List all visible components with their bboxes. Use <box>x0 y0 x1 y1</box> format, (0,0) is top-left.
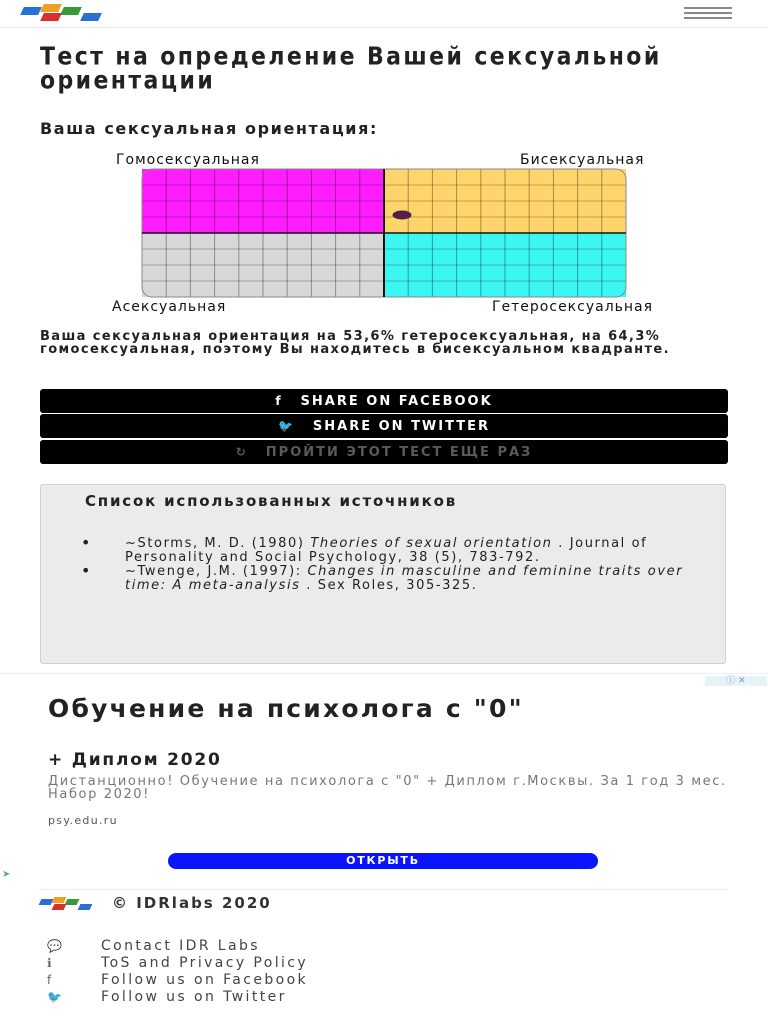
references-box <box>40 484 726 664</box>
share-twitter-button[interactable] <box>40 414 728 438</box>
facebook-icon: f <box>47 973 54 987</box>
share-facebook-button[interactable] <box>40 389 728 413</box>
footer-logo-icon <box>40 897 94 911</box>
label-homosexual: Гомосексуальная <box>116 152 260 168</box>
chat-icon: 💬 <box>47 939 65 953</box>
ad-title[interactable]: Обучение на психолога с "0" <box>48 694 524 723</box>
top-bar <box>0 0 768 28</box>
references-list <box>81 537 691 593</box>
result-text: Ваша сексуальная ориентация на 53,6% гетеросексуальная, на 64,3% гомосексуальная, поэтому Вы находитесь в бисексуальном квадранте. <box>40 329 670 357</box>
ad-subtitle: + Диплом 2020 <box>48 750 222 770</box>
reference-title: Changes in masculine and feminine traits over time: A meta-analysis <box>125 564 684 593</box>
copyright: © IDRlabs 2020 <box>112 894 272 912</box>
page-title: Тест на определение Вашей сексуальной ориентации <box>40 42 662 96</box>
reference-item <box>81 565 691 593</box>
footer-link-tos[interactable] <box>47 955 308 971</box>
label-asexual: Асексуальная <box>112 299 227 315</box>
retake-test-button[interactable] <box>40 440 728 464</box>
info-icon: ℹ <box>47 956 54 970</box>
footer-link-facebook[interactable] <box>47 972 308 988</box>
ad-description: Дистанционно! Обучение на психолога с "0" + Диплом г.Москвы. За 1 год 3 мес. Набор 2020! <box>48 774 727 802</box>
refresh-icon: ↻ <box>235 445 248 459</box>
reference-item <box>81 537 691 565</box>
result-subtitle: Ваша сексуальная ориентация: <box>40 119 378 138</box>
footer-link-contact[interactable] <box>47 938 260 954</box>
ad-banner[interactable] <box>0 673 768 880</box>
footer-link-label: ToS and Privacy Policy <box>101 955 309 971</box>
result-marker <box>393 211 411 219</box>
hamburger-menu-icon[interactable] <box>684 7 732 19</box>
reference-author: ~Twenge, J.M. (1997): <box>125 564 308 579</box>
twitter-icon: 🐦 <box>47 990 65 1004</box>
orientation-chart <box>82 148 692 318</box>
ad-open-button[interactable]: ОТКРЫТЬ <box>168 853 598 869</box>
ad-arrow-icon: ➤ <box>2 869 11 880</box>
reference-source: . Journal of Personality and Social Psychology, 38 (5), 783-792. <box>125 536 648 565</box>
ad-url[interactable]: psy.edu.ru <box>48 814 118 827</box>
footer-divider <box>40 889 728 890</box>
orientation-chart-svg <box>82 148 692 318</box>
ad-choices-badge[interactable]: ⓘ ✕ <box>705 676 767 686</box>
facebook-icon: f <box>275 394 283 408</box>
retake-test-label: ПРОЙТИ ЭТОТ ТЕСТ ЕЩЕ РАЗ <box>265 445 533 460</box>
idrlabs-logo-icon[interactable] <box>22 4 112 22</box>
footer-link-twitter[interactable] <box>47 989 287 1005</box>
footer-link-label: Follow us on Facebook <box>101 972 309 988</box>
label-heterosexual: Гетеросексуальная <box>492 299 654 315</box>
share-facebook-label: SHARE ON FACEBOOK <box>300 394 493 409</box>
footer-link-label: Follow us on Twitter <box>101 989 287 1005</box>
footer-link-label: Contact IDR Labs <box>101 938 260 954</box>
twitter-icon: 🐦 <box>277 419 295 433</box>
references-heading: Список использованных источников <box>85 492 457 510</box>
reference-title: Theories of sexual orientation <box>310 536 553 551</box>
share-twitter-label: SHARE ON TWITTER <box>312 419 491 434</box>
reference-author: ~Storms, M. D. (1980) <box>125 536 311 551</box>
label-bisexual: Бисексуальная <box>520 152 645 168</box>
reference-source: . Sex Roles, 305-325. <box>300 578 478 593</box>
